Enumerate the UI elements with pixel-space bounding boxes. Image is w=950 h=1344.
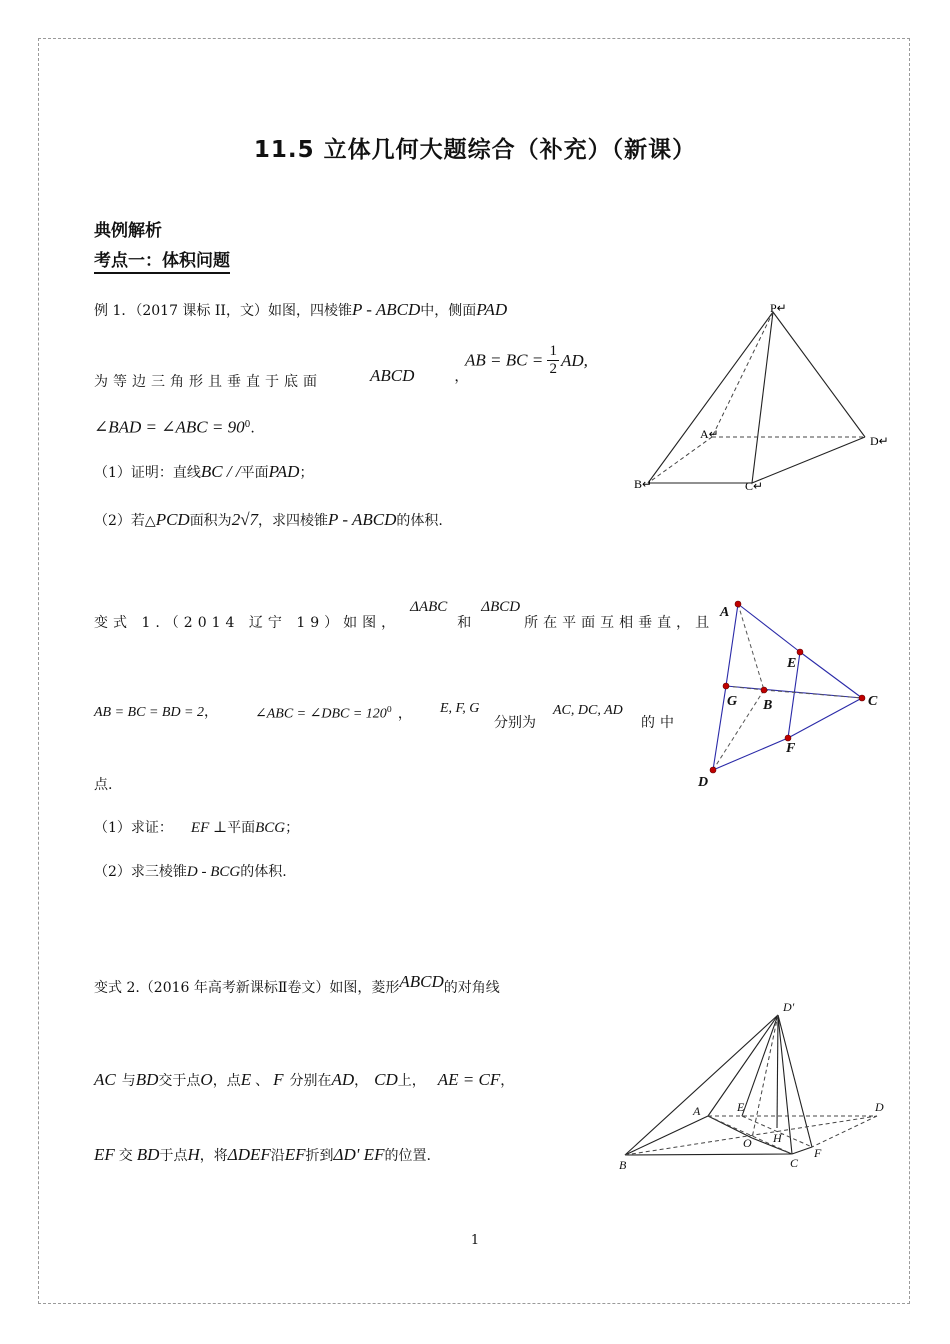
label-a: A: [720, 605, 730, 620]
label-a: A↵: [700, 427, 719, 441]
point-c: [859, 695, 865, 701]
edge-bdp: [625, 1015, 778, 1155]
var1-question-2: （2）求三棱锥D - BCG的体积.: [94, 864, 287, 880]
var1-line2b: ∠ABC = ∠DBC = $120^0$ ，: [255, 705, 412, 722]
edge-bc: [625, 1154, 792, 1155]
edge-pb: [648, 312, 773, 483]
var1-line3: 点.: [94, 777, 113, 793]
label-d: D: [698, 775, 709, 790]
ex1-question-1: （1）证明：直线BC / /平面PAD；: [94, 462, 314, 481]
var1-line2d: 分别为: [494, 715, 536, 731]
var1-line2a: AB = BC = BD = 2，: [94, 704, 218, 720]
edge-df: [713, 738, 788, 770]
label-b: B: [763, 698, 773, 713]
label-b: B: [619, 1158, 627, 1172]
edge-gd: [713, 686, 726, 770]
label-a: A: [693, 1104, 701, 1118]
ex1-line1: 例 1．（2017 课标 II，文）如图，四棱锥P - ABCD中，侧面PAD: [94, 300, 508, 319]
edge-ab: [738, 604, 764, 690]
edge-ae: [738, 604, 800, 652]
var2-line2: AC 与BD交于点O，点E 、 F 分别在AD， CD上， AE = CF，: [94, 1070, 515, 1089]
edge-bd: [713, 690, 764, 770]
edge-ab: [648, 437, 712, 483]
var1-line2c: E, F, G: [440, 701, 480, 716]
ex1-ratio-formula: AB = BC = $\frac{1}{2}$ AD,: [465, 343, 588, 377]
figure-pyramid-pabcd: [620, 290, 910, 505]
label-f: F: [814, 1146, 822, 1160]
edge-fc: [788, 698, 862, 738]
figure-tetrahedron: [690, 590, 900, 795]
page-number: 1: [470, 1233, 480, 1248]
section-heading: 典例解析: [94, 221, 162, 241]
point-a: [735, 601, 741, 607]
edge-pc: [752, 312, 773, 483]
point-d: [710, 767, 716, 773]
point-b: [761, 687, 767, 693]
edge-df: [812, 1116, 877, 1147]
label-f: F: [786, 741, 796, 756]
edge-ec: [800, 652, 862, 698]
topic-heading: 考点一：体积问题: [94, 246, 230, 274]
edge-dph: [777, 1015, 778, 1128]
var1-line2f: 的中: [641, 715, 679, 731]
label-d: D: [875, 1100, 884, 1114]
label-b: B↵: [634, 477, 653, 491]
label-p: P↵: [770, 301, 787, 315]
label-h: H: [773, 1131, 782, 1145]
label-c: C: [868, 694, 878, 709]
ex1-question-2: （2）若△PCD面积为2√7，求四棱锥P - ABCD的体积.: [94, 510, 443, 529]
label-e: E: [737, 1100, 745, 1114]
edge-pa: [712, 312, 773, 437]
point-e: [797, 649, 803, 655]
point-g: [723, 683, 729, 689]
label-c: C: [790, 1156, 799, 1170]
var1-question-1: （1）求证： EF ⊥平面BCG；: [94, 820, 300, 836]
label-o: O: [743, 1136, 752, 1150]
var1-line1: 变式 1.（2014 辽宁 19）如图，ΔABC和ΔBCD所在平面互相垂直，且: [94, 599, 715, 631]
edge-pd: [773, 312, 865, 437]
figure-folded-rhombus: [615, 995, 900, 1175]
label-dprime: D′: [783, 1000, 795, 1014]
label-e: E: [787, 656, 797, 671]
label-g: G: [727, 694, 738, 709]
edge-cf: [792, 1147, 812, 1154]
label-c: C↵: [745, 479, 764, 493]
var1-line2e: AC, DC, AD: [553, 703, 623, 718]
ex1-line2: 为等边三角形且垂直于底面: [94, 374, 322, 390]
edge-ba: [625, 1116, 708, 1155]
edge-cd: [752, 437, 865, 483]
ex1-line2-math: ABCD ，: [370, 366, 469, 385]
label-d: D↵: [870, 434, 889, 448]
var2-line1: 变式 2.（2016 年高考新课标Ⅱ卷文）如图，菱形ABCD的对角线: [94, 972, 500, 996]
ex1-line3: ∠BAD = ∠ABC = $90^0$.: [94, 417, 255, 437]
var2-line3: EF 交 BD于点H，将ΔDEF沿EF折到ΔD' EF的位置.: [94, 1145, 431, 1164]
page-title: 11.5 立体几何大题综合（补充）（新课）: [253, 137, 697, 163]
